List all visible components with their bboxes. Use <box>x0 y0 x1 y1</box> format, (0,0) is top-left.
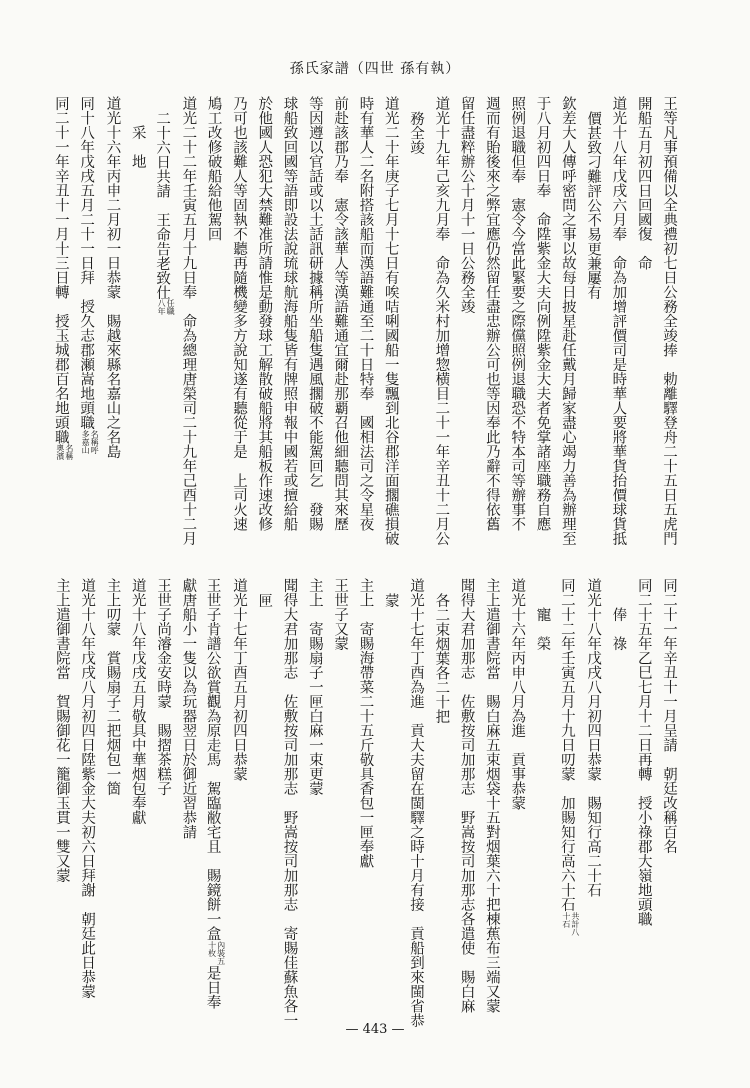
text-column <box>453 578 478 1018</box>
section-heading <box>605 578 630 1018</box>
column-text: 于八月初四日奉 命陞紫金大夫向例陞紫金大夫者免掌諸座職務自應 <box>534 96 551 531</box>
column-text: 道光十九年己亥九月奉 命為久米村加增惣横目二十一年辛丑十二月公 <box>433 96 450 546</box>
text-column <box>479 96 504 566</box>
text-column <box>251 578 276 1018</box>
text-column <box>175 578 200 1018</box>
text-column <box>226 578 251 1018</box>
column-text: 欽差大人傳呼密問之事以故每日披星赴任戴月歸家盡心竭力善為辦理至 <box>559 96 576 546</box>
text-column <box>403 578 428 1028</box>
text-column <box>605 96 630 566</box>
text-column <box>74 578 99 1018</box>
text-column <box>99 96 124 566</box>
text-column <box>428 578 453 1018</box>
column-text: 采 地 <box>129 125 146 169</box>
column-text: 道光十七年丁酉為進 貢大夫留在閩驛之時十月有接 貢船到來閩省恭 <box>408 578 425 1028</box>
text-column <box>377 578 402 1018</box>
column-text: 道光二十年庚子七月十七日有唉咭唎國船一隻飄到北谷郡洋面擱礁損破 <box>382 96 399 546</box>
text-column <box>630 96 655 566</box>
page-number: — 443 — <box>345 1022 405 1037</box>
text-column <box>504 96 529 566</box>
text-column <box>352 578 377 1018</box>
column-text: 蒙 <box>382 592 399 607</box>
text-column <box>175 96 200 566</box>
text-column <box>453 96 478 566</box>
column-text: 寵 榮 <box>534 607 551 651</box>
column-text: 球船致回國等語即設法說琉球航海船隻皆有牌照申報中國若或擅給船 <box>281 96 298 531</box>
text-column <box>276 578 301 1028</box>
text-column <box>656 96 681 566</box>
text-column <box>124 578 149 1018</box>
text-column <box>302 96 327 566</box>
column-text: 價甚致刁難評公不易更兼屢有 <box>585 110 602 299</box>
column-text: 主上 寄賜扇子一匣白麻一束更蒙 <box>306 578 323 796</box>
column-text: 照例退職但奉 憲令今當此緊要之際儻照例退職恐不特本司等辦事不 <box>509 96 526 531</box>
text-column <box>580 578 605 1018</box>
column-text: 前赴該郡乃奉 憲令該華人等漢語難通宜爾赴那覇召他細聽問其來歷 <box>332 96 349 531</box>
running-header: 孫氏家譜（四世 孫有執） <box>289 61 461 77</box>
column-text: 主上叨蒙 賞賜扇子二把烟包一箇 <box>104 578 121 796</box>
text-column <box>200 578 225 1018</box>
text-column <box>630 578 655 1018</box>
text-column <box>74 96 99 566</box>
column-text: 道光十八年戊戌八月初四日恭蒙 賜知行高二十石 <box>585 578 602 897</box>
column-text: 週而有貽後來之弊宜應仍然留任盡忠辦公可也等因奉此乃辭不得依舊 <box>483 96 500 531</box>
column-text: 俸 祿 <box>610 607 627 651</box>
inline-note: 名稱奧濱 <box>55 444 74 460</box>
column-text: 同二十一年辛丑十一月十三日轉 授玉城郡百名地頭職 <box>52 96 69 444</box>
text-column <box>150 578 175 1018</box>
text-column <box>352 96 377 566</box>
column-text: 獻唐船小一隻以為玩器翌日於御近習恭請 <box>180 578 197 839</box>
column-text: 同十八年戊戌五月二十一日拜 授久志郡瀬嵩地頭職 <box>78 96 95 430</box>
column-text: 乃可也該難人等固執不聽再隨機變多方說知遂有聽從于是 上司火速 <box>230 96 247 531</box>
text-column <box>200 96 225 566</box>
text-column <box>327 96 352 566</box>
inline-note: 內裝五十枚 <box>207 940 226 965</box>
column-text: 道光二十二年壬寅五月十九日奉 命為總理唐榮司二十九年己酉十二月 <box>180 96 197 546</box>
column-text: 道光十六年丙申二月初一日恭蒙 賜越來縣名嘉山之名島 <box>104 96 121 459</box>
inline-note: 名稱呼多嘉山 <box>81 429 100 454</box>
column-text: 王等凡事預備以全典禮初七日公務全竣捧 勅離驛登舟二十五日五虎門 <box>661 96 677 546</box>
column-text: 各二束烟葉各二十把 <box>433 592 450 723</box>
column-text: 務全竣 <box>408 110 425 154</box>
text-column <box>504 578 529 1018</box>
column-text: 同二十二年壬寅五月十九日叨蒙 加賜知行高六十石 <box>558 578 575 912</box>
column-text: 主上 寄賜海帶菜二十五斤敬具香包一匣奉獻 <box>357 578 374 868</box>
column-text: 主上遣御書院當 賀賜御花一籠御玉貫一雙又蒙 <box>53 578 70 883</box>
text-column <box>555 96 580 566</box>
column-text: 鳩工改修破船給他駕回 <box>205 96 222 241</box>
inline-note: 共計八十石 <box>561 911 580 936</box>
text-column <box>99 578 124 1018</box>
column-text: 匣 <box>256 592 273 607</box>
section-heading <box>529 578 554 1018</box>
text-column <box>327 578 352 1018</box>
text-column <box>403 96 428 566</box>
column-text: 時有華人二名附搭該船而漢語難通至二十日特奉 國相法司之令星夜 <box>357 96 374 531</box>
column-text: 道光十八年戊戌五月敬具中華烟包奉獻 <box>129 578 146 825</box>
column-text: 王世子肯譜公欲賞觀為原走馬 駕臨敝宅且 賜鏡餅一盒 <box>204 578 221 941</box>
upper-text-block <box>48 96 681 566</box>
column-text: 同二十一年辛丑十一月呈請 朝廷改稱百名 <box>661 578 677 854</box>
text-column <box>377 96 402 566</box>
section-heading <box>124 96 149 566</box>
column-text: 二十六日共請 王命告老致仕 <box>154 110 171 299</box>
column-text: 王世子又蒙 <box>332 578 349 651</box>
column-text: 王世子尚濬金安時蒙 賜摺茶糕子 <box>155 578 172 796</box>
column-text: 道光十六年丙申八月為進 貢事恭蒙 <box>509 578 526 810</box>
column-text: 等因遵以官話或以土話訊研據稱所坐船隻遇風擱破不能駕回乞 發賜 <box>306 96 323 531</box>
text-column <box>302 578 327 1018</box>
lower-text-block <box>48 578 681 1028</box>
text-column <box>251 96 276 566</box>
column-text: 聞得大君加那志 佐敷按司加那志 野嵩按司加那志 寄賜佳蘇魚各一 <box>281 578 298 1028</box>
column-text: 留任盡粹辦公十月十一日公務全竣 <box>458 96 475 314</box>
inline-note: 任職八年 <box>157 299 176 315</box>
column-text: 道光十八年戊戌八月初四日陞紫金大夫初六日拜謝 朝廷此日恭蒙 <box>79 578 96 999</box>
text-column <box>580 96 605 566</box>
column-text: 主上遣御書院當 賜白麻五束烟袋十五對烟葉六十把棟蕉布三端又蒙 <box>483 578 500 1013</box>
column-text: 是日奉 <box>204 965 221 1009</box>
column-text: 道光十八年戊戌六月奉 命為加增評價司是時華人要將華貨抬價球貨抵 <box>610 96 627 546</box>
text-column <box>49 578 74 1018</box>
text-column <box>656 578 681 1018</box>
text-column <box>555 578 580 1018</box>
column-text: 道光十七年丁酉五月初四日恭蒙 <box>230 578 247 781</box>
text-column <box>226 96 251 566</box>
column-text: 開船五月初四日回國復 命 <box>635 96 652 270</box>
column-text: 同二十五年乙巳七月十二日再轉 授小祿郡大嶺地頭職 <box>635 578 652 926</box>
text-column <box>529 96 554 566</box>
column-text: 聞得大君加那志 佐敷按司加那志 野嵩按司加那志各遣使 賜白麻 <box>458 578 475 1013</box>
text-column <box>150 96 175 566</box>
text-column <box>276 96 301 566</box>
column-text: 於他國人恐犯大禁難准所請惟是動發球工解散破船將其船板作速改修 <box>256 96 273 531</box>
text-column <box>49 96 74 566</box>
text-column <box>479 578 504 1018</box>
text-column <box>428 96 453 566</box>
